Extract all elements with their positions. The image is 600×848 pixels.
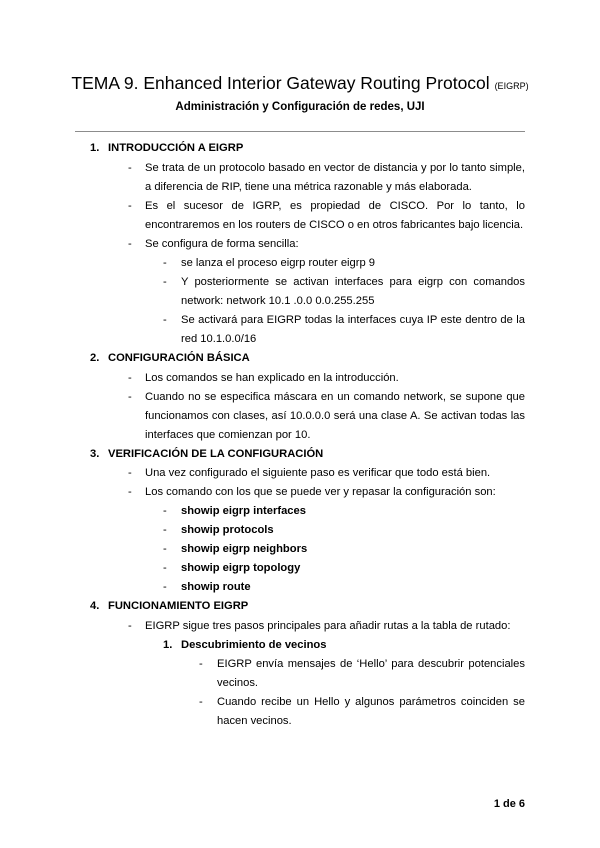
s1-bullet-1-line-2: a diferencia de RIP, tiene una métrica razonable y más elaborada. [145,181,472,193]
bullet-dash: - [128,238,132,250]
s2-bullet-2-line-2: funcionamos con clases, así 10.0.0.0 será una clase A. Se activan todas las [145,410,525,422]
bullet-dash: - [128,620,132,632]
bullet-dash: - [163,276,167,288]
bullet-dash: - [128,467,132,479]
s1-bullet-3: Se configura de forma sencilla: [145,238,299,250]
command-item: showip route [181,581,251,593]
s1-bullet-2-line-2: encontraremos en los routers de CISCO o en otros fabricantes bajo licencia. [145,219,524,231]
s1-sub-3-line-2: red 10.1.0.0/16 [181,333,257,345]
s1-sub-3-line-1: Se activará para EIGRP todas la interfaces cuya IP este dentro de la [181,314,525,326]
section-4-number: 4. [90,600,100,612]
bullet-dash: - [163,524,167,536]
step-1-bullet-2-line-1: Cuando recibe un Hello y algunos parámetros coinciden se [217,696,525,708]
command-item: showip eigrp interfaces [181,505,306,517]
s4-bullet-1: EIGRP sigue tres pasos principales para añadir rutas a la tabla de rutado: [145,620,511,632]
s2-bullet-1: Los comandos se han explicado en la introducción. [145,372,399,384]
step-1-number: 1. [163,639,173,651]
s2-bullet-2-line-1: Cuando no se especifica máscara en un comando network, se supone que [145,391,525,403]
document-title [0,73,600,94]
section-3-title: VERIFICACIÓN DE LA CONFIGURACIÓN [108,448,324,460]
bullet-dash: - [128,162,132,174]
step-1-bullet-1-line-2: vecinos. [217,677,259,689]
bullet-dash: - [163,581,167,593]
title-main: TEMA 9. Enhanced Interior Gateway Routing Protocol [71,73,490,93]
bullet-dash: - [163,505,167,517]
s2-bullet-2-line-3: interfaces que comienzan por 10. [145,429,311,441]
section-2-title: CONFIGURACIÓN BÁSICA [108,352,250,364]
bullet-dash: - [163,257,167,269]
s1-sub-2-line-2: network: network 10.1 .0.0 0.0.255.255 [181,295,375,307]
document-subtitle: Administración y Configuración de redes, UJI [175,101,425,113]
section-3-number: 3. [90,448,100,460]
page-number: 1 de 6 [493,798,525,810]
section-2-number: 2. [90,352,100,364]
section-1-title: INTRODUCCIÓN A EIGRP [108,142,244,154]
bullet-dash: - [199,696,203,708]
bullet-dash: - [128,200,132,212]
bullet-dash: - [128,372,132,384]
s3-bullet-1: Una vez configurado el siguiente paso es verificar que todo está bien. [145,467,491,479]
step-1-title: Descubrimiento de vecinos [181,639,327,651]
s3-bullet-2: Los comando con los que se puede ver y repasar la configuración son: [145,486,496,498]
bullet-dash: - [163,543,167,555]
bullet-dash: - [163,562,167,574]
header-divider [75,131,525,132]
s1-bullet-1-line-1: Se trata de un protocolo basado en vector de distancia y por lo tanto simple, [145,162,525,174]
step-1-bullet-1-line-1: EIGRP envía mensajes de ‘Hello’ para descubrir potenciales [217,658,525,670]
title-suffix: (EIGRP) [494,81,529,91]
bullet-dash: - [128,486,132,498]
section-4-title: FUNCIONAMIENTO EIGRP [108,600,249,612]
step-1-bullet-2-line-2: hacen vecinos. [217,715,292,727]
section-1-number: 1. [90,142,100,154]
s1-sub-1: se lanza el proceso eigrp router eigrp 9 [181,257,376,269]
command-item: showip eigrp neighbors [181,543,308,555]
command-item: showip eigrp topology [181,562,301,574]
s1-bullet-2-line-1: Es el sucesor de IGRP, es propiedad de CISCO. Por lo tanto, lo [145,200,525,212]
bullet-dash: - [199,658,203,670]
s1-sub-2-line-1: Y posteriormente se activan interfaces para eigrp con comandos [181,276,525,288]
bullet-dash: - [128,391,132,403]
bullet-dash: - [163,314,167,326]
command-item: showip protocols [181,524,274,536]
